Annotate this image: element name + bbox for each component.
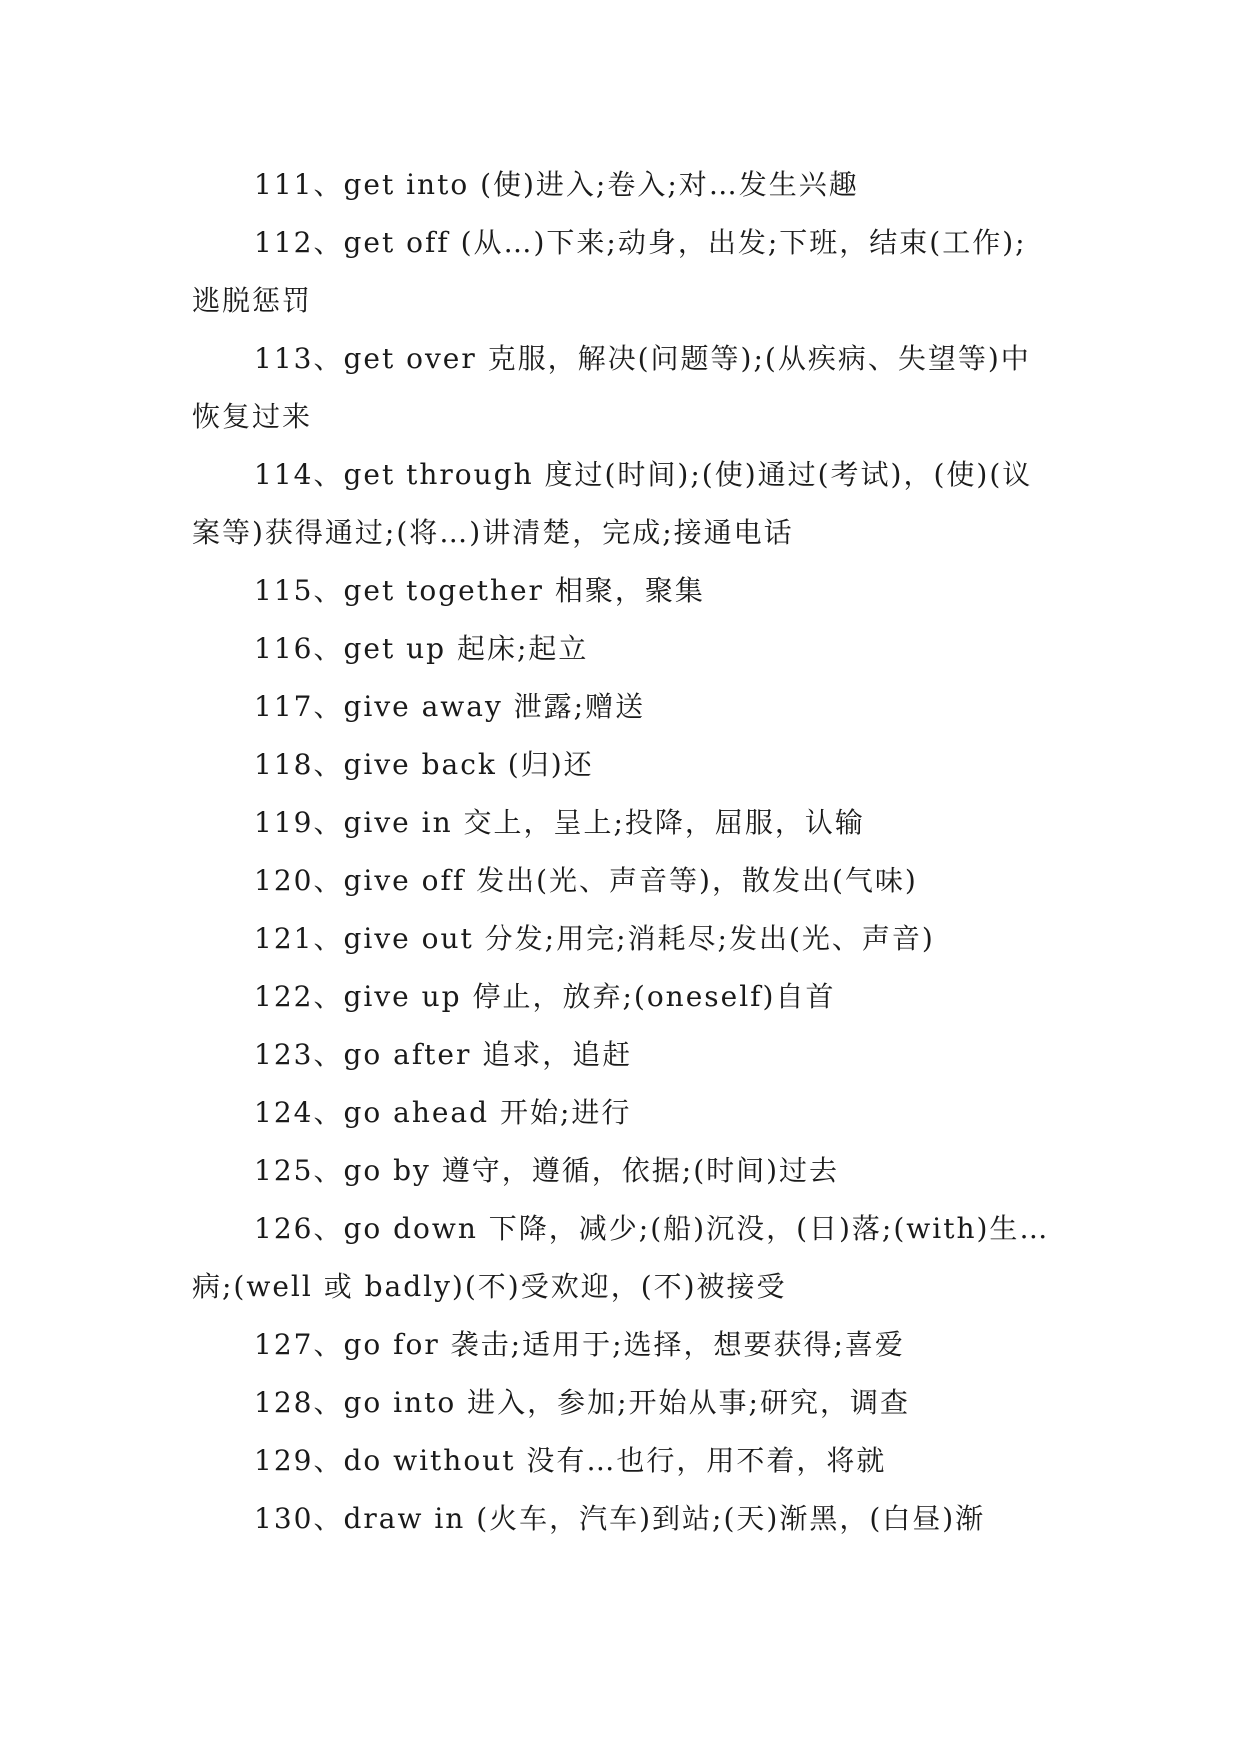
list-item: 113、get over 克服，解决(问题等);(从疾病、失望等)中恢复过来 (192, 342, 1031, 433)
list-item: 125、go by 遵守，遵循，依据;(时间)过去 (254, 1154, 840, 1187)
list-item: 124、go ahead 开始;进行 (254, 1096, 632, 1129)
list-item: 116、get up 起床;起立 (254, 632, 589, 665)
list-item: 129、do without 没有…也行，用不着，将就 (254, 1444, 887, 1477)
list-item: 119、give in 交上，呈上;投降，屈服，认输 (254, 806, 865, 839)
list-item: 126、go down 下降，减少;(船)沉没，(日)落;(with)生…病;(well 或 badly)(不)受欢迎，(不)被接受 (192, 1212, 1050, 1303)
list-item: 123、go after 追求，追赶 (254, 1038, 633, 1071)
list-item: 115、get together 相聚，聚集 (254, 574, 705, 607)
list-item: 122、give up 停止，放弃;(oneself)自首 (254, 980, 836, 1013)
list-item: 130、draw in (火车，汽车)到站;(天)渐黑，(白昼)渐 (254, 1502, 986, 1535)
list-item: 117、give away 泄露;赠送 (254, 690, 646, 723)
list-item: 111、get into (使)进入;卷入;对…发生兴趣 (254, 168, 859, 201)
list-item: 128、go into 进入，参加;开始从事;研究，调查 (254, 1386, 910, 1419)
list-item: 127、go for 袭击;适用于;选择，想要获得;喜爱 (254, 1328, 905, 1361)
list-item: 112、get off (从…)下来;动身，出发;下班，结束(工作);逃脱惩罚 (192, 226, 1027, 317)
list-item: 114、get through 度过(时间);(使)通过(考试)，(使)(议案等)获得通过;(将…)讲清楚，完成;接通电话 (192, 458, 1033, 549)
list-item: 118、give back (归)还 (254, 748, 594, 781)
phrase-list (192, 156, 1050, 1548)
list-item: 120、give off 发出(光、声音等)，散发出(气味) (254, 864, 918, 897)
list-item: 121、give out 分发;用完;消耗尽;发出(光、声音) (254, 922, 935, 955)
